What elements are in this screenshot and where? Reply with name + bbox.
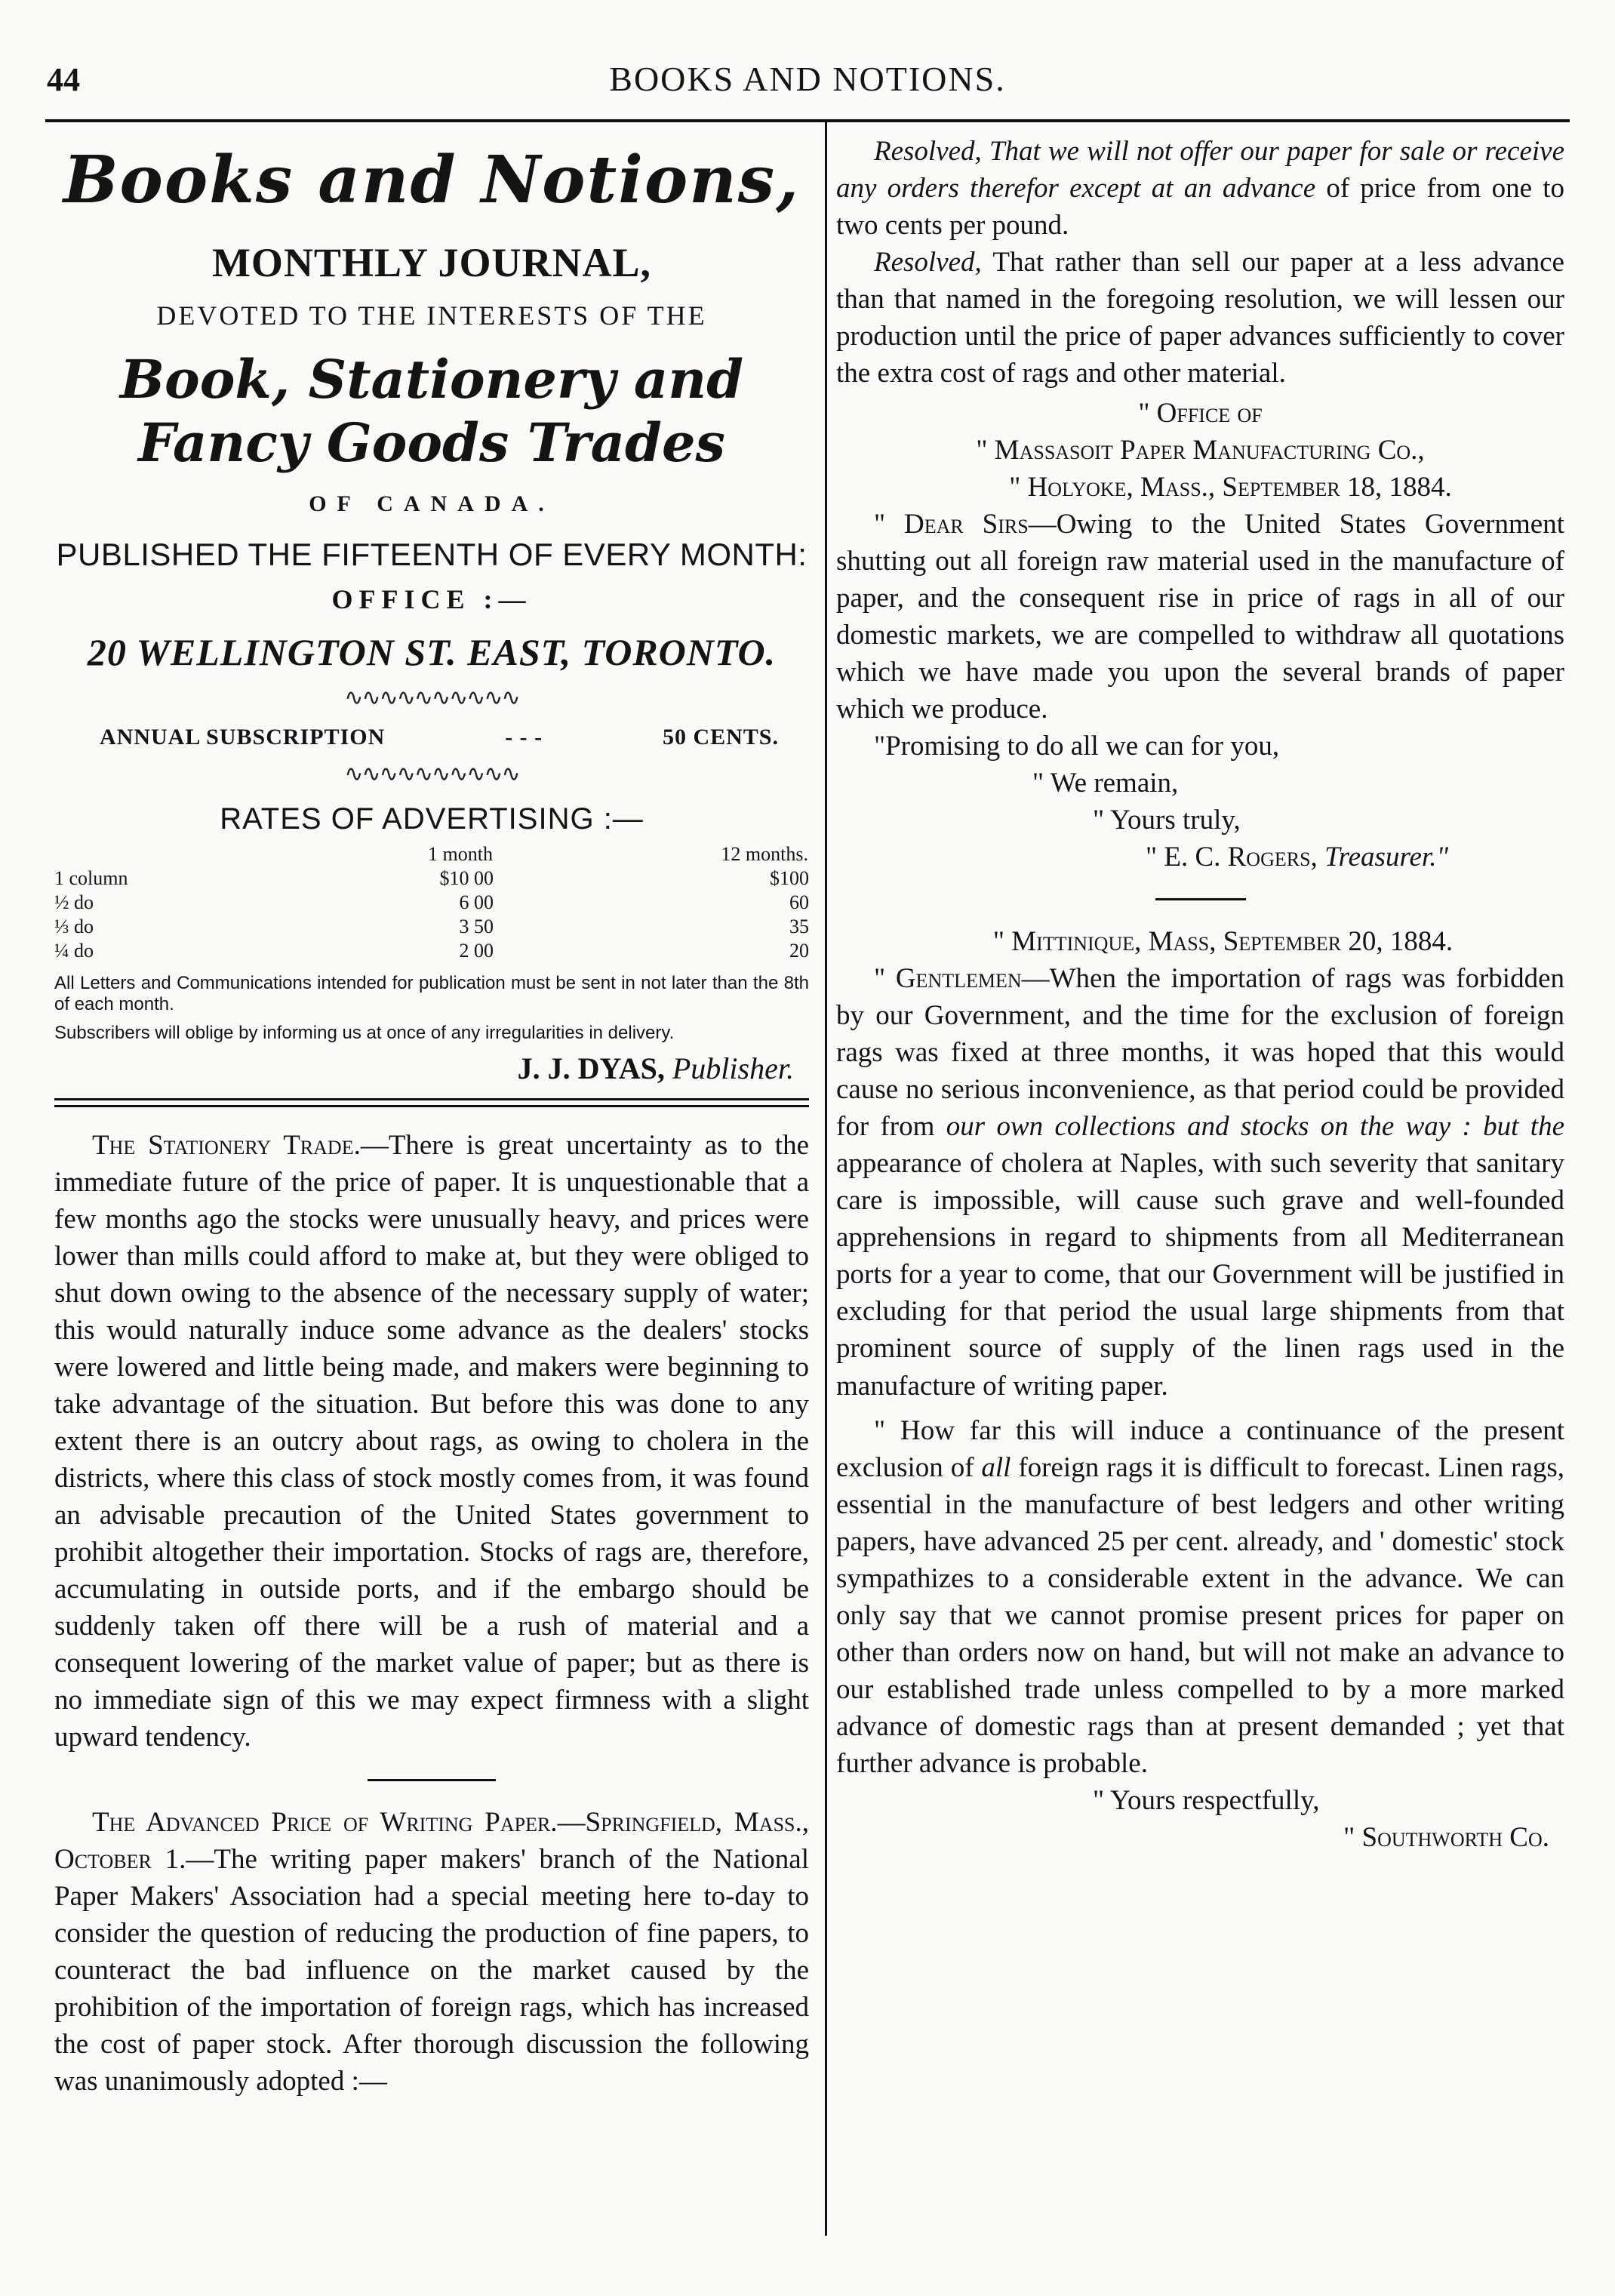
letter-text: —When the importation of rags was forbidden by our Government, and the time for the exclusion of foreign rags was fixed at three months, it was hoped that this would cause no serious inconvenience, as that period could be provided for from — [836, 963, 1564, 1143]
masthead-office-label: OFFICE :— — [331, 583, 532, 614]
letter-closing: " We remain, — [1032, 768, 1179, 799]
letter-mittinique — [836, 923, 1564, 1855]
letter-body — [836, 1412, 1564, 1782]
subscription-line — [100, 725, 779, 750]
table-row — [54, 866, 809, 891]
rate-twelve-months: 20 — [789, 939, 809, 962]
column-divider — [825, 122, 827, 2236]
subscription-label: ANNUAL SUBSCRIPTION — [100, 724, 386, 749]
rate-one-month: 2 00 — [459, 939, 494, 962]
letter-head-line: " Office of — [1138, 398, 1263, 429]
table-row — [54, 915, 809, 939]
letter-text: —Owing to the United States Government shutting out all foreign raw material used in the manufacture of paper, and the consequent rise in price of rags in all of our domestic markets, we are compelled to withdraw all quotations which we have made you upon the several brands of paper which we produce. — [836, 509, 1564, 725]
rates-header-twelve-months: 12 months. — [721, 842, 808, 865]
masthead-journal: MONTHLY JOURNAL, — [211, 239, 652, 285]
letter-text: foreign rags it is difficult to forecast. Linen rags, essential in the manufacture of best ledgers and other writing papers, have advanced 25 per cent. already, and ' domestic' stock sympathizes to a considerable extent in the advance. We can only say that we cannot promise present prices for paper on other than orders now on hand, but will not make an advance to our established trade unless compelled to by a more marked advance of domestic rags than at present demanded ; yet that further advance is probable. — [836, 1451, 1565, 1779]
letter-signature — [836, 839, 1564, 876]
letter-body — [836, 506, 1564, 728]
letter-body — [836, 960, 1564, 1404]
table-row — [54, 891, 809, 915]
rate-one-month: 6 00 — [459, 891, 494, 913]
rate-one-month: 3 50 — [459, 915, 494, 937]
letter-salutation: " Dear Sirs — [874, 509, 1029, 540]
publisher-title: Publisher. — [672, 1051, 794, 1086]
running-title: BOOKS AND NOTIONS. — [609, 60, 1006, 98]
rates-header-row — [54, 842, 809, 866]
resolution-text: of price from one to two cents per pound. — [836, 173, 1565, 242]
letter-massasoit — [836, 395, 1564, 876]
article-writing-paper — [54, 1804, 809, 2100]
double-rule — [54, 1098, 809, 1107]
letter-head-line: " Holyoke, Mass., September 18, 1884. — [1009, 472, 1452, 503]
letter-closing: " Yours truly, — [1093, 805, 1241, 836]
rates-table — [54, 842, 809, 963]
masthead-devoted: DEVOTED TO THE INTERESTS OF THE — [156, 300, 707, 331]
letter-closing: " Yours respectfully, — [1093, 1784, 1320, 1816]
letter-text-italic: our own collections and stocks on the way : but the — [946, 1111, 1564, 1143]
rate-size: 1 column — [54, 866, 128, 889]
article-body: —There is great uncertainty as to the immediate future of the price of paper. It is unquestionable that a few months ago the stocks were unusually heavy, and prices were lower than mills could afford to make at, but they were obliged to shut down owing to the absence of the necessary supply of water; this would naturally induce some advance as the dealers' stocks were lowered and little being made, and makers were beginning to take advantage of the situation. But before this was done to any extent there is an outcry about rags, as owing to cholera in the districts, where this class of stock mostly comes from, it was found an advisable precaution of the United States government to prohibit altogether their importation. Stocks of rags are, therefore, accumulating in outside ports, and if the embargo should be suddenly taken off there will be a rush of material and a consequent lowering of the market value of paper; but as there is no immediate sign of this we may expect firmness with a slight upward tendency. — [54, 1130, 809, 1753]
article-heading: The Advanced Price of Writing Paper. — [92, 1806, 558, 1838]
article-writing-paper-continued — [836, 133, 1564, 1856]
subscription-price: 50 CENTS. — [662, 724, 779, 749]
signature-title: Treasurer." — [1324, 842, 1448, 873]
resolution-1 — [836, 133, 1564, 244]
rate-one-month: $10 00 — [439, 866, 494, 889]
subscription-dashes: - - - — [505, 724, 543, 749]
letter-text-italic: all — [981, 1451, 1011, 1483]
article-dateline: —Springfield, Mass., October 1. — [54, 1806, 809, 1875]
ornament-squiggle: ∿∿∿∿∿∿∿∿∿∿ — [344, 685, 519, 710]
resolved-label: Resolved, — [874, 247, 982, 279]
resolution-2 — [836, 244, 1564, 392]
rate-size: ⅓ do — [54, 915, 94, 937]
letter-signature: " Southworth Co. — [1343, 1821, 1549, 1853]
rate-twelve-months: 35 — [789, 915, 809, 937]
letter-head-line: " Massasoit Paper Manufacturing Co., — [976, 435, 1425, 466]
right-column — [836, 133, 1564, 1856]
rate-twelve-months: 60 — [789, 891, 809, 913]
letter-dateline: " Mittinique, Mass, September 20, 1884. — [992, 926, 1454, 958]
masthead-published: PUBLISHED THE FIFTEENTH OF EVERY MONTH: — [56, 536, 807, 572]
table-row — [54, 939, 809, 963]
letter-closing: "Promising to do all we can for you, — [874, 731, 1280, 762]
resolved-label: Resolved, — [874, 136, 982, 167]
article-body: —The writing paper makers' branch of the National Paper Makers' Association had a special meeting here to-day to consider the question of reducing the production of fine papers, to counteract the bad influence on the market caused by the prohibition of the importation of foreign rags, which has increased the cost of paper stock. After thorough discussion the following was unanimously adopted :— — [54, 1843, 809, 2097]
note-letters: All Letters and Communications intended for publication must be sent in not later than the 8th of each month. — [54, 973, 809, 1015]
rates-title: RATES OF ADVERTISING :— — [220, 802, 644, 836]
masthead-trades: Book, Stationery and Fancy Goods Trades — [119, 347, 744, 474]
note-subscribers: Subscribers will oblige by informing us at once of any irregularities in delivery. — [54, 1022, 675, 1043]
article-stationery-trade — [54, 1127, 809, 1756]
article-paragraph — [54, 1127, 809, 1756]
section-rule — [1155, 898, 1246, 900]
page-number: 44 — [47, 61, 80, 98]
masthead-canada: OF CANADA. — [309, 491, 555, 516]
signature-name: " E. C. Rogers, — [1146, 842, 1318, 873]
top-rule — [45, 119, 1570, 122]
ornament-squiggle-2: ∿∿∿∿∿∿∿∿∿∿ — [344, 761, 519, 786]
resolution-text: That rather than sell our paper at a less advance than that named in the foregoing resolution, we will lessen our production until the price of paper advances sufficiently to cover the extra cost of rags and other material. — [836, 247, 1564, 389]
left-column — [54, 133, 809, 2100]
rate-size: ¼ do — [54, 939, 94, 962]
article-paragraph — [54, 1804, 809, 2100]
resolution-text: That we will not offer our paper for sale or receive any orders therefor except at an advance — [836, 136, 1564, 205]
letter-text: " How far this will induce a continuance of the present exclusion of — [836, 1414, 1564, 1483]
rates-header-one-month: 1 month — [428, 842, 493, 865]
letter-salutation: " Gentlemen — [874, 963, 1022, 995]
publisher-name: J. J. DYAS, — [517, 1051, 665, 1086]
section-rule — [368, 1779, 496, 1781]
masthead — [54, 143, 809, 836]
rate-size: ½ do — [54, 891, 94, 913]
publisher-line — [54, 1051, 794, 1086]
masthead-title: Books and Notions, — [63, 142, 801, 218]
masthead-notes — [54, 973, 809, 1043]
article-heading: The Stationery Trade. — [92, 1130, 361, 1162]
rate-twelve-months: $100 — [770, 866, 809, 889]
masthead-address: 20 WELLINGTON ST. EAST, TORONTO. — [87, 630, 777, 673]
letter-text: appearance of cholera at Naples, with such severity that sanitary care is impossible, will cause such grave and well-founded apprehensions in regard to shipments from all Mediterranean ports for a year to come, that our Government will be justified in excluding for that period the usual large shipments from that prominent source of supply of the linen rags used in the manufacture of writing paper. — [836, 1148, 1564, 1402]
